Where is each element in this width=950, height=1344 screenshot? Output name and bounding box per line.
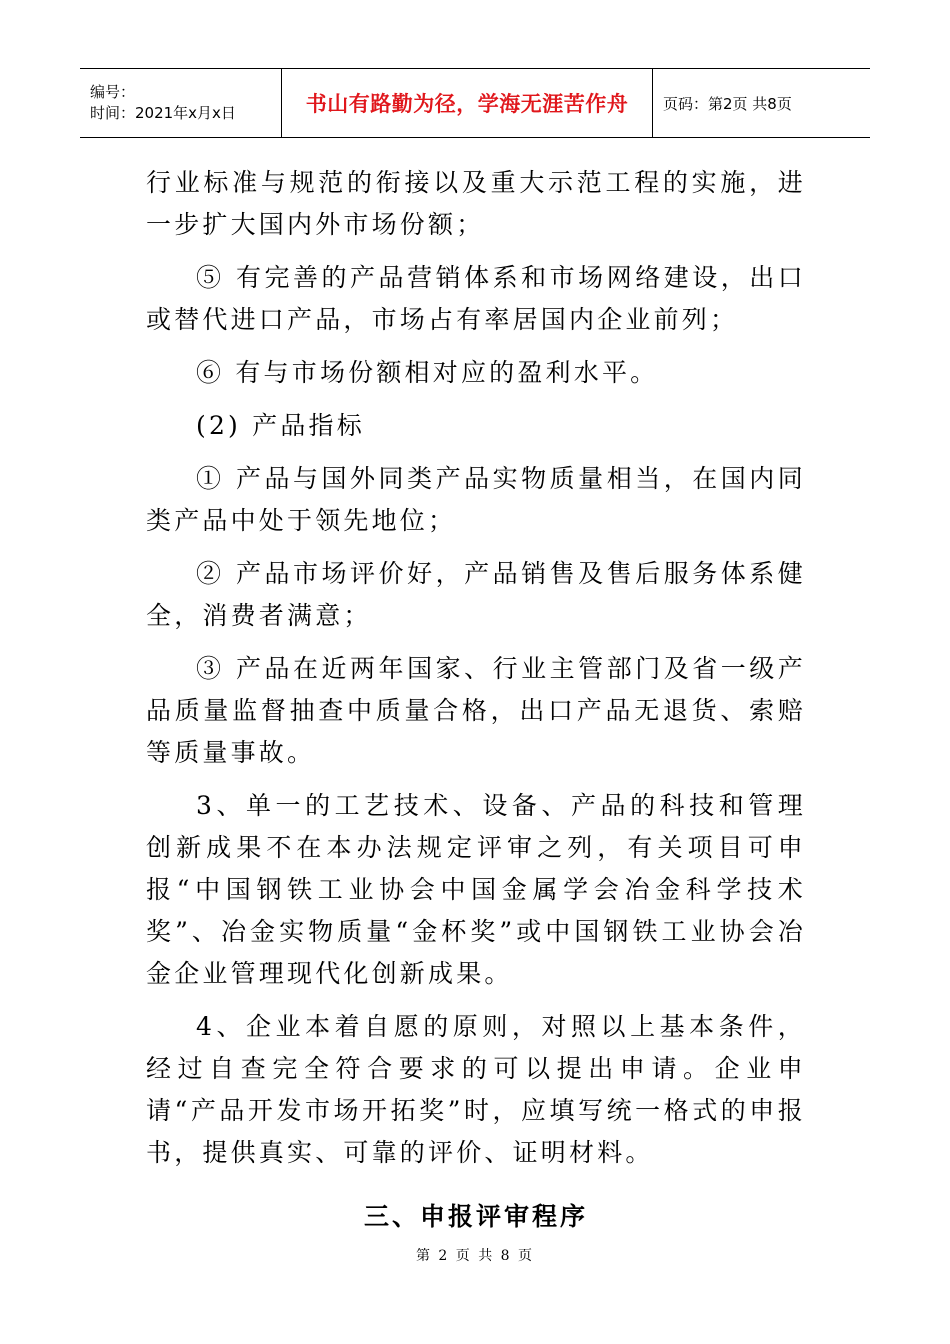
paragraph: ⑤ 有完善的产品营销体系和市场网络建设，出口或替代进口产品，市场占有率居国内企业前列； [146, 263, 806, 334]
header-motto: 书山有路勤为径，学海无涯苦作舟 [305, 92, 629, 116]
document-body [146, 162, 806, 1238]
paragraph: ③ 产品在近两年国家、行业主管部门及省一级产品质量监督抽查中质量合格，出口产品无退货、索赔等质量事故。 [146, 654, 806, 767]
page-header [80, 68, 870, 138]
header-motto-cell [281, 69, 653, 137]
header-page-info [653, 69, 870, 137]
document-number-label: 编号： [90, 83, 136, 101]
header-page-number: 页码：第2页 共8页 [663, 94, 792, 113]
document-date: 时间：2021年x月x日 [90, 104, 236, 122]
paragraph: 4、企业本着自愿的原则，对照以上基本条件，经过自查完全符合要求的可以提出申请。企业申请“产品开发市场开拓奖”时，应填写统一格式的申报书，提供真实、可靠的评价、证明材料。 [146, 1012, 806, 1167]
section-heading: 三、申报评审程序 [363, 1202, 588, 1231]
page-footer: 第 2 页 共 8 页 [415, 1248, 535, 1264]
paragraph: ⑥ 有与市场份额相对应的盈利水平。 [196, 358, 659, 387]
paragraph: 3、单一的工艺技术、设备、产品的科技和管理创新成果不在本办法规定评审之列，有关项目可申报“中国钢铁工业协会中国金属学会冶金科学技术奖”、冶金实物质量“金杯奖”或中国钢铁工业协会冶金企业管理现代化创新成果。 [146, 791, 806, 988]
header-meta [80, 69, 281, 137]
paragraph: 行业标准与规范的衔接以及重大示范工程的实施，进一步扩大国内外市场份额； [146, 168, 806, 239]
paragraph: ① 产品与国外同类产品实物质量相当，在国内同类产品中处于领先地位； [146, 464, 806, 535]
subheading: (2) 产品指标 [196, 411, 365, 440]
paragraph: ② 产品市场评价好，产品销售及售后服务体系健全，消费者满意； [146, 559, 806, 630]
